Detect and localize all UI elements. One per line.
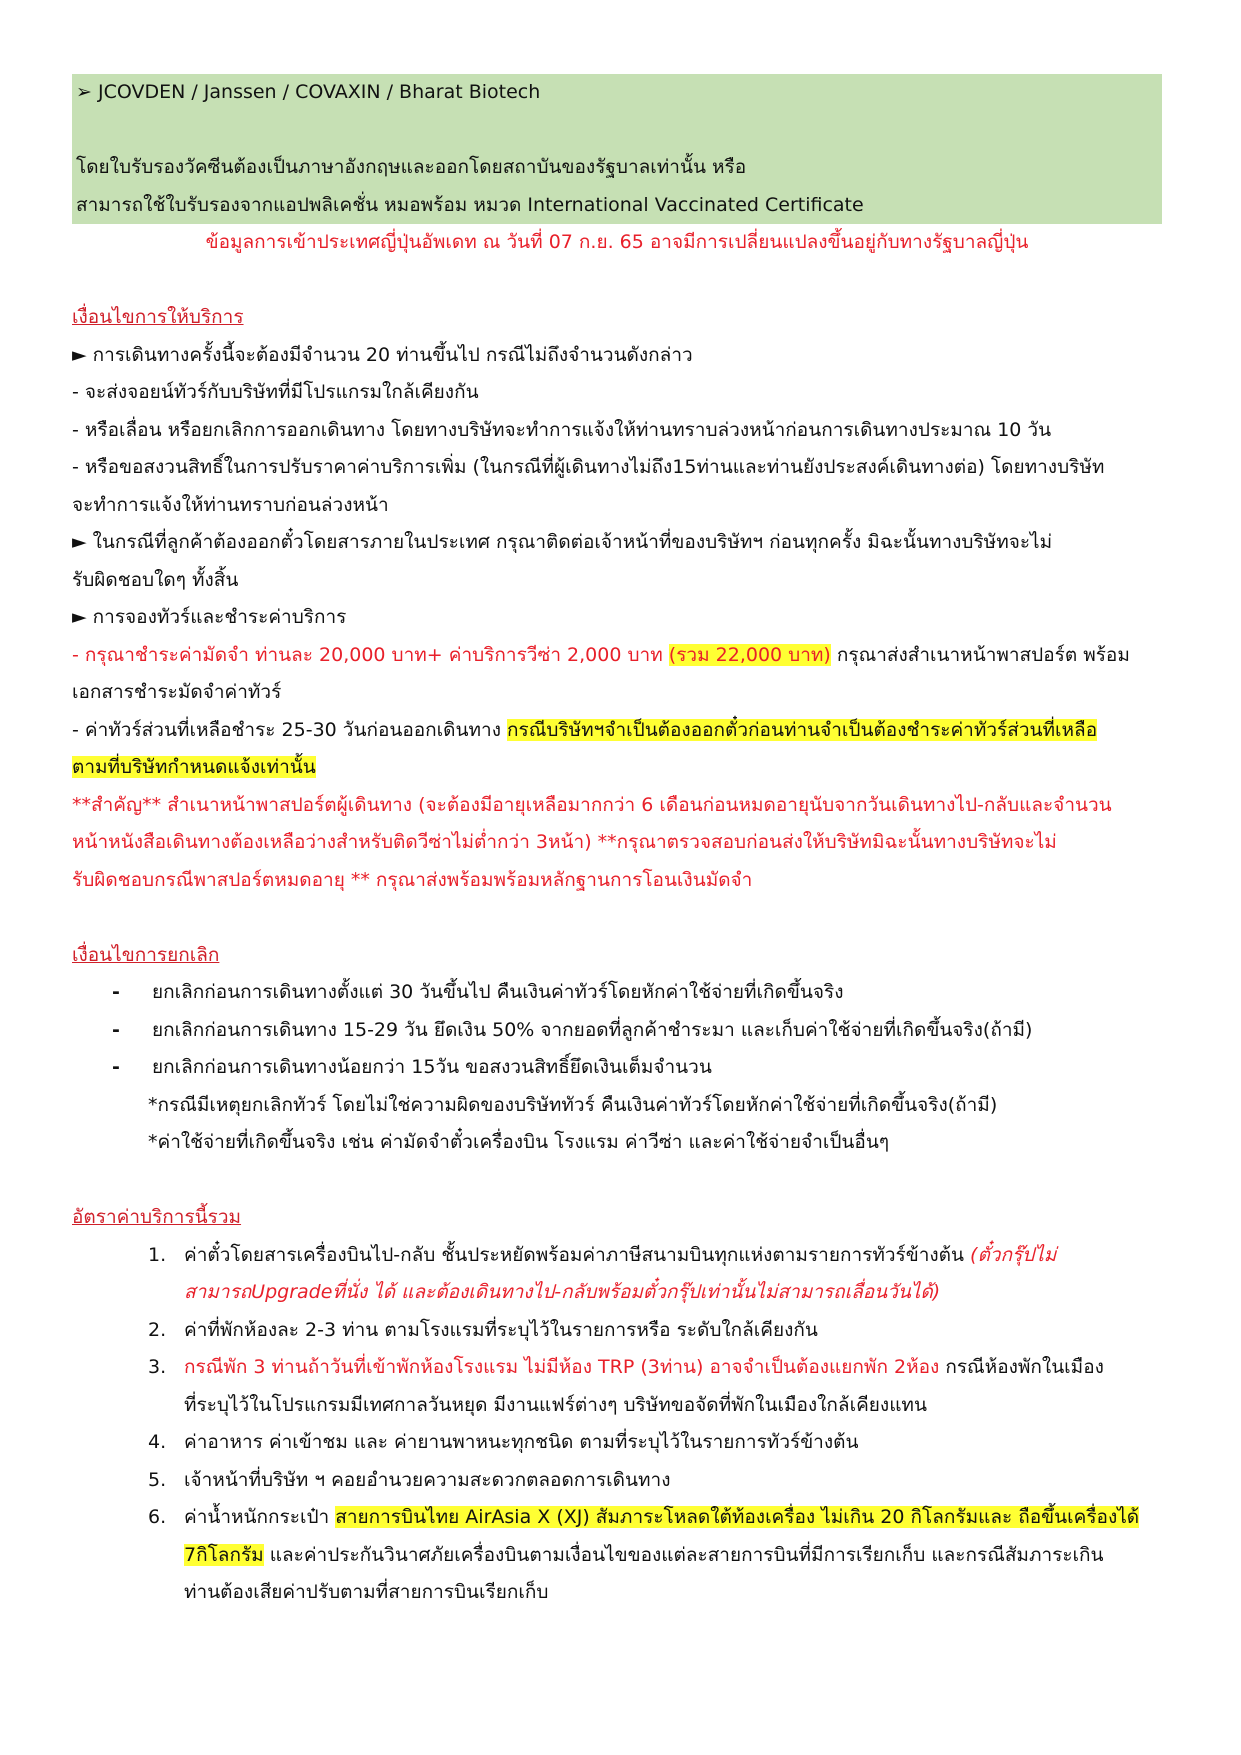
dash-bullet: - — [112, 1056, 120, 1078]
item-text: ค่าที่พักห้องละ 2-3 ท่าน ตามโรงแรมที่ระบุไว้ในรายการหรือ ระดับใกล้เคียงกัน — [184, 1318, 818, 1341]
item-text: และค่าประกันวินาศภัยเครื่องบินตามเงื่อนไขของแต่ละสายการบินที่มีการเรียกเก็บ และกรณีสัมภาระเกิน — [263, 1543, 1104, 1566]
vaccine-cert-line: โดยใบรับรองวัคซีนต้องเป็นภาษาอังกฤษและออกโดยสถาบันของรัฐบาลเท่านั้น หรือ — [72, 149, 1162, 187]
item-note-red-cont: สามารถUpgradeที่นั่ง ได้ และต้องเดินทางไป-กลับพร้อมตั๋วกรุ๊ปเท่านั้นไม่สามารถเลื่อนวันได้) — [184, 1281, 941, 1303]
deposit-line — [72, 637, 1162, 675]
document-page — [72, 74, 1162, 1612]
list-item — [72, 1349, 1162, 1387]
vaccine-list-line: ➢ JCOVDEN / Janssen / COVAXIN / Bharat Biotech — [72, 74, 1162, 112]
item-number: 6. — [148, 1506, 167, 1528]
includes-section — [72, 1199, 1162, 1612]
item-text: เจ้าหน้าที่บริษัท ฯ คอยอำนวยความสะดวกตลอดการเดินทาง — [184, 1468, 671, 1491]
item-number: 5. — [148, 1468, 167, 1491]
list-item — [72, 1312, 1162, 1350]
vaccine-box — [72, 74, 1162, 224]
item-text: ค่าตั๋วโดยสารเครื่องบินไป-กลับ ชั้นประหยัดพร้อมค่าภาษีสนามบินทุกแห่งตามรายการทัวร์ข้างต้น — [184, 1243, 971, 1266]
balance-line — [72, 712, 1162, 750]
spacer — [72, 899, 1162, 937]
item-note-red: (ตั๋วกรุ๊ปไม่ — [970, 1243, 1057, 1266]
service-line: ► การจองทัวร์และชำระค่าบริการ — [72, 606, 347, 628]
list-item — [72, 1424, 1162, 1462]
vaccine-blank-line — [72, 112, 1162, 150]
item-number: 4. — [148, 1431, 167, 1453]
item-text: ค่าน้ำหนักกระเป๋า — [184, 1506, 336, 1528]
cancel-note: *กรณีมีเหตุยกเลิกทัวร์ โดยไม่ใช่ความผิดของบริษัททัวร์ คืนเงินค่าทัวร์โดยหักค่าใช้จ่ายที่เกิดขึ้นจริง(ถ้ามี) — [148, 1093, 998, 1116]
spacer — [72, 1162, 1162, 1200]
balance-highlight-cont: ตามที่บริษัทกำหนดแจ้งเท่านั้น — [72, 756, 316, 778]
item-number: 3. — [148, 1356, 167, 1378]
dash-bullet: - — [112, 981, 120, 1003]
item-number: 2. — [148, 1318, 167, 1341]
item-text: ค่าอาหาร ค่าเข้าชม และ ค่ายานพาหนะทุกชนิด ตามที่ระบุไว้ในรายการทัวร์ข้างต้น — [184, 1431, 859, 1453]
cancel-section — [72, 937, 1162, 1162]
balance-text: - ค่าทัวร์ส่วนที่เหลือชำระ 25-30 วันก่อนออกเดินทาง — [72, 718, 508, 741]
item-text-red: กรณีพัก 3 ท่านถ้าวันที่เข้าพักห้องโรงแรม ไม่มีห้อง TRP (3ท่าน) อาจจำเป็นต้องแยกพัก 2ห้อง — [184, 1356, 940, 1378]
list-item — [72, 1462, 1162, 1500]
vaccine-app-line: สามารถใช้ใบรับรองจากแอปพลิเคชั่น หมอพร้อม หมวด International Vaccinated Certificate — [72, 187, 1162, 225]
balance-highlight: กรณีบริษัทฯจำเป็นต้องออกตั๋วก่อนท่านจำเป็นต้องชำระค่าทัวร์ส่วนที่เหลือ — [507, 718, 1098, 741]
baggage-highlight: สายการบินไทย AirAsia X (XJ) สัมภาระโหลดใต้ท้องเครื่อง ไม่เกิน 20 กิโลกรัมและ ถือขึ้นเครื่องได้ — [335, 1506, 1140, 1528]
item-number: 1. — [148, 1243, 167, 1266]
cancel-item-text: ยกเลิกก่อนการเดินทางตั้งแต่ 30 วันขึ้นไป คืนเงินค่าทัวร์โดยหักค่าใช้จ่ายที่เกิดขึ้นจริง — [152, 981, 844, 1003]
service-line: - จะส่งจอยน์ทัวร์กับบริษัทที่มีโปรแกรมใกล้เคียงกัน — [72, 381, 479, 403]
service-line: - หรือเลื่อน หรือยกเลิกการออกเดินทาง โดยทางบริษัทจะทำการแจ้งให้ท่านทราบล่วงหน้าก่อนการเดินทางประมาณ 10 วัน — [72, 418, 1052, 441]
list-item — [72, 1499, 1162, 1537]
update-note: ข้อมูลการเข้าประเทศญี่ปุ่นอัพเดท ณ วันที่ 07 ก.ย. 65 อาจมีการเปลี่ยนแปลงขึ้นอยู่กับทางรัฐบาลญี่ปุ่น — [205, 231, 1029, 253]
spacer — [72, 262, 1162, 300]
cancel-item-text: ยกเลิกก่อนการเดินทางน้อยกว่า 15วัน ขอสงวนสิทธิ์ยึดเงินเต็มจำนวน — [152, 1056, 712, 1078]
cancel-item-text: ยกเลิกก่อนการเดินทาง 15-29 วัน ยึดเงิน 50% จากยอดที่ลูกค้าชำระมา และเก็บค่าใช้จ่ายที่เกิดขึ้นจริง(ถ้ามี) — [152, 1018, 1033, 1041]
cancel-note: *ค่าใช้จ่ายที่เกิดขึ้นจริง เช่น ค่ามัดจำตั๋วเครื่องบิน โรงแรม ค่าวีซ่า และค่าใช้จ่ายจำเป็นอื่นๆ — [148, 1131, 890, 1153]
baggage-highlight-cont: 7กิโลกรัม — [184, 1543, 264, 1566]
includes-heading: อัตราค่าบริการนี้รวม — [72, 1206, 242, 1228]
service-line: จะทำการแจ้งให้ท่านทราบก่อนล่วงหน้า — [72, 493, 389, 516]
list-item — [72, 1012, 1162, 1050]
deposit-total-highlight: (รวม 22,000 บาท) — [668, 643, 831, 666]
service-line: ► การเดินทางครั้งนี้จะต้องมีจำนวน 20 ท่านขึ้นไป กรณีไม่ถึงจำนวนดังกล่าว — [72, 343, 693, 366]
item-text-cont: ที่ระบุไว้ในโปรแกรมมีเทศกาลวันหยุด มีงานแฟร์ต่างๆ บริษัทขอจัดที่พักในเมืองใกล้เคียงแทน — [184, 1393, 927, 1416]
deposit-text: - กรุณาชำระค่ามัดจำ ท่านละ 20,000 บาท+ ค่าบริการวีซ่า 2,000 บาท — [72, 643, 669, 666]
dash-bullet: - — [112, 1018, 120, 1041]
list-item — [72, 1049, 1162, 1087]
service-line: - หรือขอสงวนสิทธิ์ในการปรับราคาค่าบริการเพิ่ม (ในกรณีที่ผู้เดินทางไม่ถึง15ท่านและท่านยังประสงค์เดินทางต่อ) โดยทางบริษัท — [72, 456, 1105, 478]
cancel-heading: เงื่อนไขการยกเลิก — [72, 943, 220, 966]
service-heading: เงื่อนไขการให้บริการ — [72, 306, 244, 328]
deposit-passport-text: กรุณาส่งสำเนาหน้าพาสปอร์ต พร้อม — [830, 643, 1130, 666]
passport-important-line: **สำคัญ** สำเนาหน้าพาสปอร์ตผู้เดินทาง (จะต้องมีอายุเหลือมากกว่า 6 เดือนก่อนหมดอายุนับจากวันเดินทางไป-กลับและจำนวน — [72, 793, 1112, 816]
service-line: เอกสารชำระมัดจำค่าทัวร์ — [72, 681, 282, 703]
list-item — [72, 974, 1162, 1012]
service-section — [72, 299, 1162, 899]
item-text: กรณีห้องพักในเมือง — [939, 1356, 1104, 1378]
list-item — [72, 1237, 1162, 1275]
item-text-cont: ท่านต้องเสียค่าปรับตามที่สายการบินเรียกเก็บ — [184, 1581, 549, 1603]
service-line: รับผิดชอบใดๆ ทั้งสิ้น — [72, 568, 239, 591]
item-text-cont — [72, 1537, 1162, 1575]
service-line: ► ในกรณีที่ลูกค้าต้องออกตั๋วโดยสารภายในประเทศ กรุณาติดต่อเจ้าหน้าที่ของบริษัทฯ ก่อนทุกครั้ง มิฉะนั้นทางบริษัทจะไม่ — [72, 531, 1053, 553]
passport-important-line: รับผิดชอบกรณีพาสปอร์ตหมดอายุ ** กรุณาส่งพร้อมพร้อมหลักฐานการโอนเงินมัดจำ — [72, 868, 753, 891]
passport-important-line: หน้าหนังสือเดินทางต้องเหลือว่างสำหรับติดวีซ่าไม่ต่ำกว่า 3หน้า) **กรุณาตรวจสอบก่อนส่งให้บริษัทมิฉะนั้นทางบริษัทจะไม่ — [72, 831, 1057, 853]
